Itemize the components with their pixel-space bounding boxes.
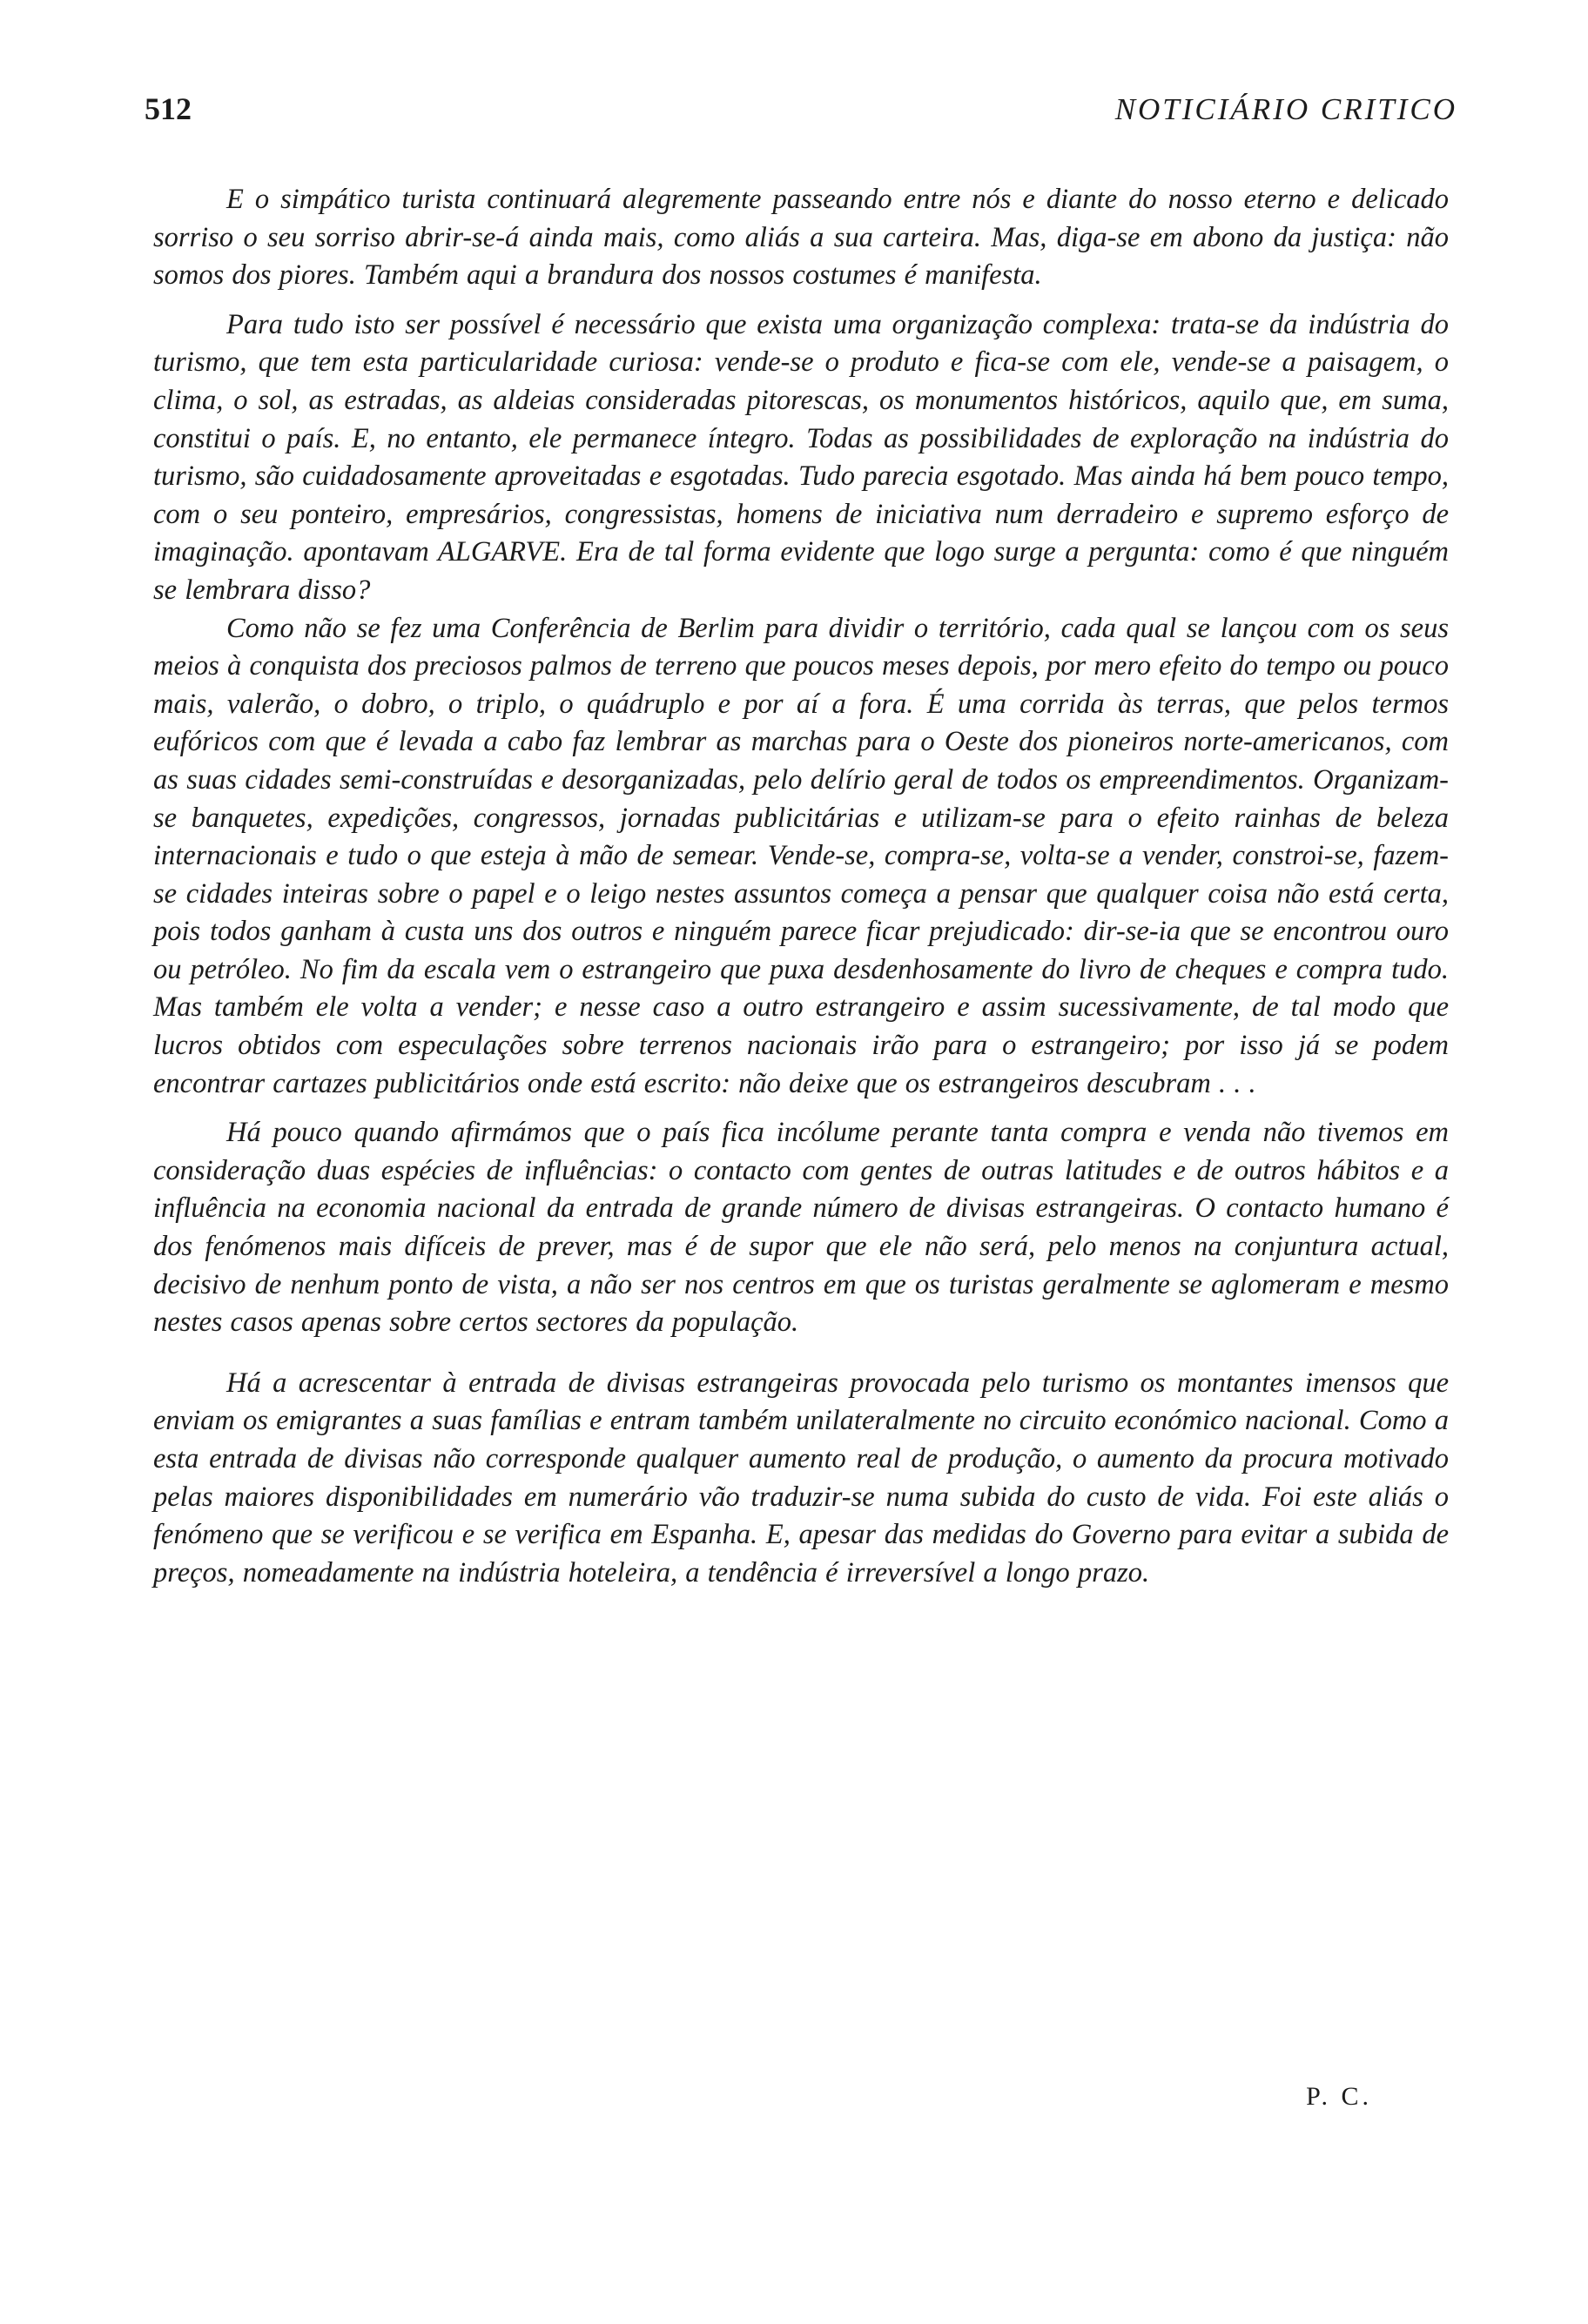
paragraph-1: E o simpático turista continuará alegremente passeando entre nós e diante do nosso eterno e delicado sorriso o seu sorriso abrir-se-á ainda mais, como aliás a sua carteira. Mas, diga-se em abono da justiça: não somos dos piores. Também aqui a brandura dos nossos costumes é manifesta. [153,184,1449,292]
article-body [153,181,1449,1592]
page-number: 512 [145,91,192,126]
paragraph-3: Como não se fez uma Conferência de Berlim para dividir o território, cada qual se lançou com os seus meios à conquista dos preciosos palmos de terreno que poucos meses depois, por mero efeito do tempo ou pouco mais, valerão, o dobro, o triplo, o quádruplo e por aí a fora. É uma corrida às terras, que pelos termos eufóricos com que é levada a cabo faz lembrar as marchas para o Oeste dos pioneiros norte-americanos, com as suas cidades semi-construídas e desorganizadas, pelo delírio geral de todos os empreendimentos. Organizam-se banquetes, expedições, congressos, jornadas publicitárias e utilizam-se para o efeito rainhas de beleza internacionais e tudo o que esteja à mão de semear. Vende-se, compra-se, volta-se a vender, constroi-se, fazem-se cidades inteiras sobre o papel e o leigo nestes assuntos começa a pensar que qualquer coisa não está certa, pois todos ganham à custa uns dos outros e ninguém parece ficar prejudicado: dir-se-ia que se encontrou ouro ou petróleo. No fim da escala vem o estrangeiro que puxa desdenhosamente do livro de cheques e compra tudo. Mas também ele volta a vender; e nesse caso a outro estrangeiro e assim sucessivamente, de tal modo que lucros obtidos com especulações sobre terrenos nacionais irão para o estrangeiro; por isso já se podem encontrar cartazes publicitários onde está escrito: não deixe que os estrangeiros descubram . . . [153,612,1449,1099]
author-signature: P. C. [1306,2082,1372,2111]
paragraph-2: Para tudo isto ser possível é necessário que exista uma organização complexa: trata-se da indústria do turismo, que tem esta particularidade curiosa: vende-se o produto e fica-se com ele, vende-se a paisagem, o clima, o sol, as estradas, as aldeias consideradas pitorescas, os monumentos históricos, aquilo que, em suma, constitui o país. E, no entanto, ele permanece íntegro. Todas as possibilidades de exploração na indústria do turismo, são cuidadosamente aproveitadas e esgotadas. Tudo parecia esgotado. Mas ainda há bem pouco tempo, com o seu ponteiro, empresários, congressistas, homens de iniciativa num derradeiro e supremo esforço de imaginação. apontavam ALGARVE. Era de tal forma evidente que logo surge a pergunta: como é que ninguém se lembrara disso? [153,308,1449,606]
paragraph-4: Há pouco quando afirmámos que o país fica incólume perante tanta compra e venda não tivemos em consideração duas espécies de influências: o contacto com gentes de outras latitudes e de outros hábitos e a influência na economia nacional da entrada de grande número de divisas estrangeiras. O contacto humano é dos fenómenos mais difíceis de prever, mas é de supor que ele não será, pelo menos na conjuntura actual, decisivo de nenhum ponto de vista, a não ser nos centros em que os turistas geralmente se aglomeram e mesmo nestes casos apenas sobre certos sectores da população. [153,1117,1449,1339]
running-head: NOTICIÁRIO CRITICO [1114,92,1457,126]
paragraph-5: Há a acrescentar à entrada de divisas estrangeiras provocada pelo turismo os montantes imensos que enviam os emigrantes a suas famílias e entram também unilateralmente no circuito económico nacional. Como a esta entrada de divisas não corresponde qualquer aumento real de produção, o aumento da procura motivado pelas maiores disponibilidades em numerário vão traduzir-se numa subida do custo de vida. Foi este aliás o fenómeno que se verificou e se verifica em Espanha. E, apesar das medidas do Governo para evitar a subida de preços, nomeadamente na indústria hoteleira, a tendência é irreversível a longo prazo. [153,1367,1449,1589]
